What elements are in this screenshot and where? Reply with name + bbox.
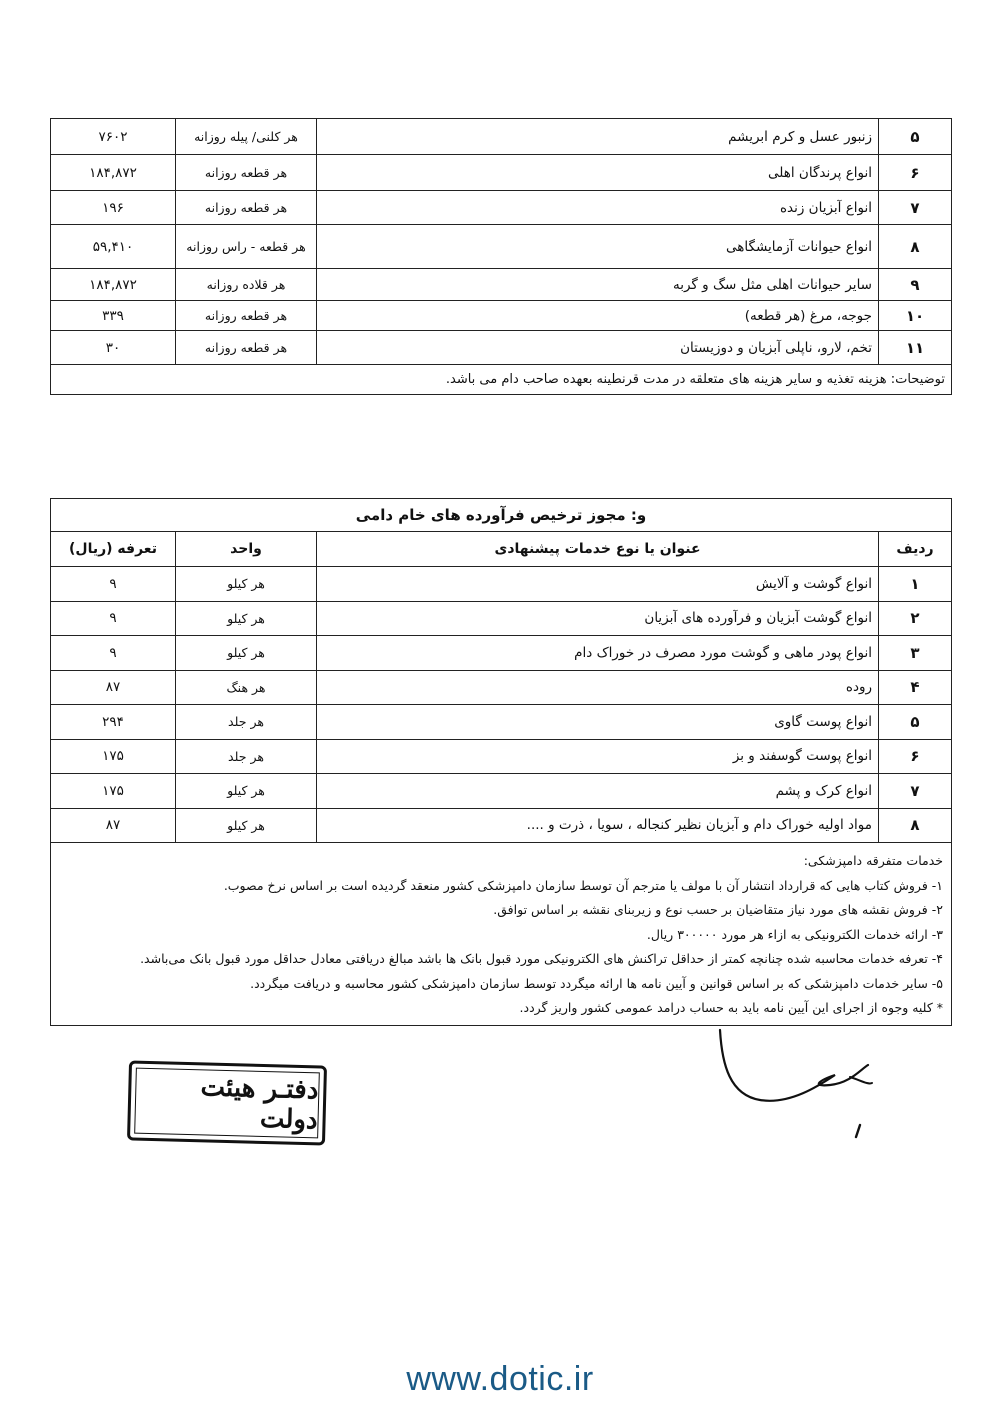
table-row	[51, 670, 952, 705]
title-cell: انواع آبزیان زنده	[317, 191, 879, 225]
title-cell: انواع حیوانات آزمایشگاهی	[317, 225, 879, 269]
fee-cell: ۱۷۵	[51, 774, 176, 809]
unit-cell: هر کیلو	[176, 636, 317, 671]
section-title: و: مجوز ترخیص فرآورده های خام دامی	[51, 499, 952, 532]
row-number-cell: ۲	[879, 601, 952, 636]
header-row-number: ردیف	[879, 532, 952, 567]
fee-cell: ۵۹,۴۱۰	[51, 225, 176, 269]
fee-cell: ۳۳۹	[51, 301, 176, 331]
table-row	[51, 739, 952, 774]
row-number-cell: ۶	[879, 155, 952, 191]
row-number-cell: ۶	[879, 739, 952, 774]
table-row	[51, 567, 952, 602]
fee-cell: ۸۷	[51, 808, 176, 843]
title-cell: جوجه، مرغ (هر قطعه)	[317, 301, 879, 331]
row-number-cell: ۸	[879, 225, 952, 269]
misc-services-item: ۴- تعرفه خدمات محاسبه شده چنانچه کمتر از حداقل تراکنش های الکترونیکی مورد قبول بانک ها باشد مبالغ دریافتی معادل حداقل مورد قبول بانک می‌باشد.	[140, 951, 943, 966]
unit-cell: هر قطعه روزانه	[176, 331, 317, 365]
row-number-cell: ۷	[879, 191, 952, 225]
fee-cell: ۱۸۴,۸۷۲	[51, 155, 176, 191]
row-number-cell: ۱	[879, 567, 952, 602]
table-row	[51, 601, 952, 636]
unit-cell: هر قطعه روزانه	[176, 191, 317, 225]
notes-row	[51, 365, 952, 395]
header-fee: تعرفه (ریال)	[51, 532, 176, 567]
title-cell: تخم، لارو، ناپلی آبزیان و دوزیستان	[317, 331, 879, 365]
table-row	[51, 331, 952, 365]
fee-cell: ۱۷۵	[51, 739, 176, 774]
row-number-cell: ۵	[879, 705, 952, 740]
fee-cell: ۱۸۴,۸۷۲	[51, 269, 176, 301]
header-title: عنوان یا نوع خدمات پیشنهادی	[317, 532, 879, 567]
misc-services-item: * کلیه وجوه از اجرای این آیین نامه باید به حساب درامد عمومی کشور واریز گردد.	[519, 1000, 943, 1015]
unit-cell: هر قطعه روزانه	[176, 301, 317, 331]
row-number-cell: ۱۱	[879, 331, 952, 365]
unit-cell: هر جلد	[176, 705, 317, 740]
unit-cell: هر قلاده روزانه	[176, 269, 317, 301]
misc-services-heading: خدمات متفرقه دامپزشکی:	[803, 853, 943, 868]
table-row	[51, 155, 952, 191]
misc-services-item: ۱- فروش کتاب هایی که قرارداد انتشار آن با مولف یا مترجم آن توسط سازمان دامپزشکی کشور منعقد گردیده است بر اساس نرخ مصوب.	[223, 877, 943, 893]
title-cell: انواع پوست گوسفند و بز	[317, 739, 879, 774]
notes-text: توضیحات: هزینه تغذیه و سایر هزینه های متعلقه در مدت قرنطینه بعهده صاحب دام می باشد.	[51, 365, 952, 395]
row-number-cell: ۷	[879, 774, 952, 809]
table-row	[51, 808, 952, 843]
stamp-text: دفتـر هیئت دولت	[134, 1068, 320, 1139]
fee-cell: ۹	[51, 636, 176, 671]
fee-cell: ۱۹۶	[51, 191, 176, 225]
signature-mark	[700, 1025, 890, 1145]
misc-services-item: ۲- فروش نقشه های مورد نیاز متقاضیان بر حسب نوع و زیربنای نقشه بر اساس توافق.	[493, 902, 943, 917]
title-cell: مواد اولیه خوراک دام و آبزیان نظیر کنجاله ، سویا ، ذرت و ....	[317, 808, 879, 843]
table-row	[51, 636, 952, 671]
raw-products-fee-table	[50, 498, 952, 1026]
table-row	[51, 225, 952, 269]
fee-cell: ۲۹۴	[51, 705, 176, 740]
unit-cell: هر قطعه - راس روزانه	[176, 225, 317, 269]
row-number-cell: ۳	[879, 636, 952, 671]
unit-cell: هر قطعه روزانه	[176, 155, 317, 191]
quarantine-fee-table	[50, 118, 952, 395]
fee-cell: ۷۶۰۲	[51, 119, 176, 155]
footer-url: www.dotic.ir	[406, 1360, 594, 1398]
title-cell: انواع گوشت آبزیان و فرآورده های آبزیان	[317, 601, 879, 636]
title-cell: انواع کرک و پشم	[317, 774, 879, 809]
fee-cell: ۳۰	[51, 331, 176, 365]
title-cell: انواع گوشت و آلایش	[317, 567, 879, 602]
header-unit: واحد	[176, 532, 317, 567]
table-row	[51, 269, 952, 301]
unit-cell: هر کلنی/ پیله روزانه	[176, 119, 317, 155]
table-row	[51, 119, 952, 155]
title-cell: زنبور عسل و کرم ابریشم	[317, 119, 879, 155]
row-number-cell: ۹	[879, 269, 952, 301]
fee-cell: ۹	[51, 567, 176, 602]
misc-services-row	[51, 843, 952, 1026]
table-row	[51, 705, 952, 740]
unit-cell: هر کیلو	[176, 808, 317, 843]
title-cell: انواع پودر ماهی و گوشت مورد مصرف در خوراک دام	[317, 636, 879, 671]
row-number-cell: ۵	[879, 119, 952, 155]
government-office-stamp	[127, 1060, 327, 1145]
table-row	[51, 191, 952, 225]
misc-services-cell	[51, 843, 952, 1026]
title-cell: انواع پوست گاوی	[317, 705, 879, 740]
fee-cell: ۹	[51, 601, 176, 636]
unit-cell: هر جلد	[176, 739, 317, 774]
title-cell: سایر حیوانات اهلی مثل سگ و گربه	[317, 269, 879, 301]
fee-cell: ۸۷	[51, 670, 176, 705]
table-row	[51, 301, 952, 331]
unit-cell: هر کیلو	[176, 601, 317, 636]
unit-cell: هر کیلو	[176, 774, 317, 809]
row-number-cell: ۱۰	[879, 301, 952, 331]
misc-services-item: ۵- سایر خدمات دامپزشکی که بر اساس قوانین و آیین نامه ها ارائه میگردد توسط سازمان دامپزشکی کشور محاسبه و دریافت میگردد.	[250, 975, 943, 991]
table-row	[51, 774, 952, 809]
misc-services-item: ۳- ارائه خدمات الکترونیکی به ازاء هر مورد ۳۰۰۰۰۰ ریال.	[646, 926, 943, 942]
unit-cell: هر کیلو	[176, 567, 317, 602]
title-cell: روده	[317, 670, 879, 705]
title-cell: انواع پرندگان اهلی	[317, 155, 879, 191]
unit-cell: هر هنگ	[176, 670, 317, 705]
row-number-cell: ۸	[879, 808, 952, 843]
row-number-cell: ۴	[879, 670, 952, 705]
